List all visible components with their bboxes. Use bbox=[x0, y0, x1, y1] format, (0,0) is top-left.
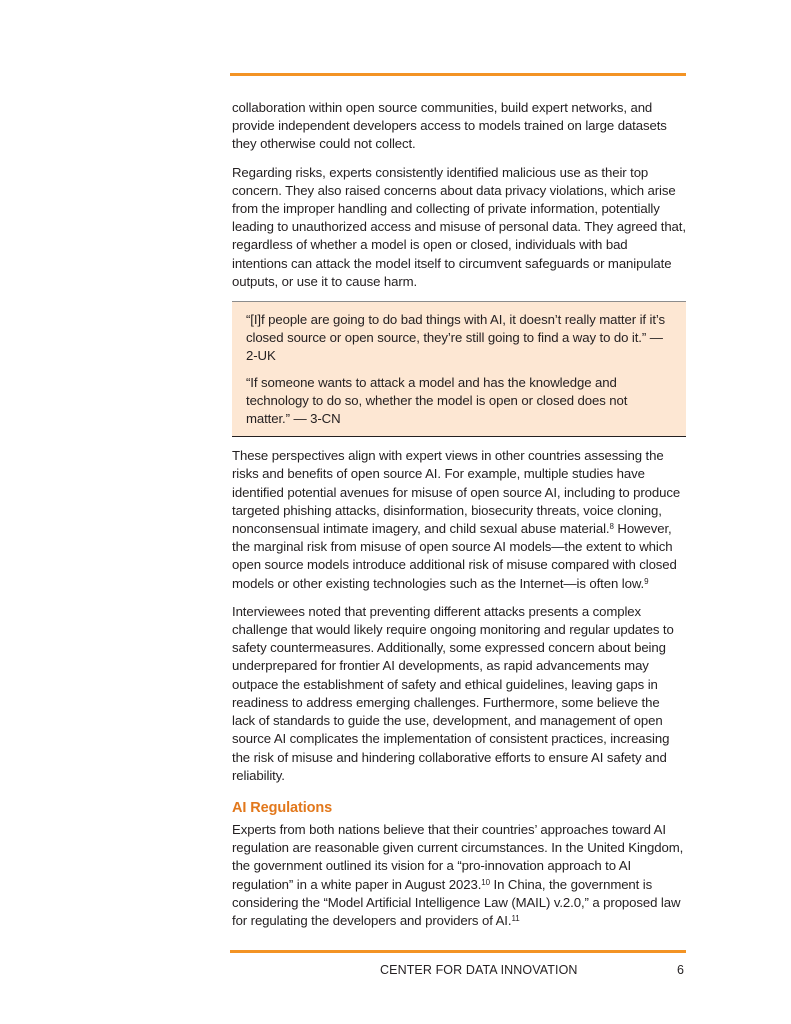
perspectives-text-1: These perspectives align with expert views in other countries assessing the risks and benefits of open source AI. For example, multiple studies have identified potential avenues for misuse of open source AI, including to produce targeted phishing attacks, disinformation, biosecurity threats, voice cloning, nonconsensual intimate imagery, and child sexual abuse material. bbox=[232, 448, 681, 537]
quote-cn: “If someone wants to attack a model and has the knowledge and technology to do so, whether the model is open or closed does not matter.” — 3-CN bbox=[246, 374, 628, 427]
page-number: 6 bbox=[677, 963, 684, 977]
section-heading-ai-regulations: AI Regulations bbox=[232, 799, 333, 816]
regulations-text-2: In China, the government is considering the “Model Artificial Intelligence Law (MAIL) v.2.0,” a proposed law for regulating the developers and providers of AI. bbox=[232, 876, 681, 928]
footnote-ref-11[interactable]: 11 bbox=[511, 913, 520, 923]
footer-organization: CENTER FOR DATA INNOVATION bbox=[380, 963, 578, 977]
paragraph-perspectives bbox=[232, 447, 686, 593]
footnote-ref-9[interactable]: 9 bbox=[644, 576, 649, 586]
regulations-text-1: Experts from both nations believe that their countries’ approaches toward AI regulation are reasonable given current circumstances. In the United Kingdom, the government outlined its vision for a “pro-innovation approach to AI regulation” in a white paper in August 2023. bbox=[232, 821, 684, 892]
paragraph-interviewees: Interviewees noted that preventing different attacks presents a complex challenge that would likely require ongoing monitoring and regular updates to safety countermeasures. Additionally, some expressed concern about being underprepared for frontier AI developments, as rapid advancements may outpace the establishment of safety and ethical guidelines, leaving gaps in readiness to address emerging challenges. Furthermore, some believe the lack of standards to guide the use, development, and management of open source AI complicates the implementation of consistent practices, increasing the risk of misuse and hindering collaborative efforts to ensure AI safety and reliability. bbox=[232, 603, 674, 783]
paragraph-regulations bbox=[232, 821, 686, 930]
footer-rule bbox=[230, 950, 686, 953]
perspectives-text-2: However, the marginal risk from misuse of open source AI models—the extent to which open source models introduce additional risk of misuse compared with closed models or other existing technologies such as the Internet—is often low. bbox=[232, 521, 677, 591]
footnote-ref-8[interactable]: 8 bbox=[609, 522, 614, 532]
body-content bbox=[232, 99, 686, 940]
quote-callout bbox=[232, 301, 686, 437]
paragraph-risks: Regarding risks, experts consistently identified malicious use as their top concern. They also raised concerns about data privacy violations, which arise from the improper handling and collecting of private information, potentially leading to unauthorized access and misuse of personal data. They agreed that, regardless of whether a model is open or closed, individuals with bad intentions can attack the model itself to circumvent safeguards or manipulate outputs, or use it to cause harm. bbox=[232, 164, 686, 289]
header-rule bbox=[230, 73, 686, 76]
quote-uk: “[I]f people are going to do bad things with AI, it doesn’t really matter if it’s closed source or open source, they’re still going to find a way to do it.” — 2-UK bbox=[246, 312, 666, 364]
footnote-ref-10[interactable]: 10 bbox=[481, 877, 490, 887]
page-footer bbox=[230, 962, 686, 978]
paragraph-collaboration: collaboration within open source communities, build expert networks, and provide independent developers access to models trained on large datasets they otherwise could not collect. bbox=[232, 100, 667, 152]
